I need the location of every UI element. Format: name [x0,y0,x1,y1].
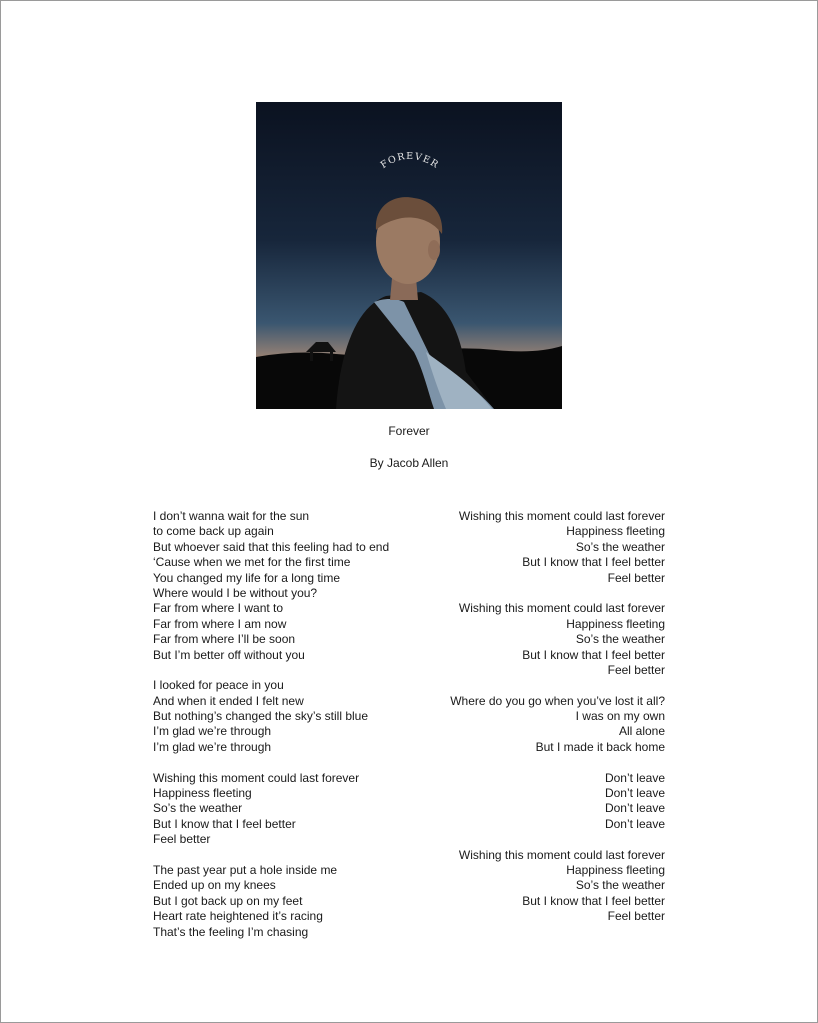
lyric-line: Far from where I am now [153,616,287,631]
lyric-line: But I made it back home [535,739,665,754]
lyric-line: I’m glad we’re through [153,724,272,739]
lyric-line: Feel better [607,570,665,585]
stanza [390,694,665,756]
cover-title-text: FOREVER [378,150,441,171]
lyric-line: Far from where I want to [153,601,284,616]
lyric-line: So’s the weather [575,878,665,893]
lyric-line: Happiness fleeting [153,786,252,801]
lyric-line: But I know that I feel better [153,816,296,831]
lyric-line: I don’t wanna wait for the sun [153,509,310,523]
lyric-line: But I know that I feel better [522,555,665,570]
lyric-line: So’s the weather [575,539,665,554]
stanza [390,509,665,586]
album-cover-image [256,102,562,409]
poem-byline: By Jacob Allen [369,456,449,470]
lyric-line: You changed my life for a long time [153,570,341,585]
lyrics-right-column [390,509,665,940]
lyric-line: But I’m better off without you [153,647,305,662]
cover-art [256,102,562,409]
lyric-line: Feel better [607,909,665,924]
lyric-line: So’s the weather [575,632,665,647]
lyric-line: Wishing this moment could last forever [458,847,665,862]
lyric-line: I looked for peace in you [153,678,284,693]
lyric-line: But whoever said that this feeling had to end [153,539,390,554]
lyric-line: Far from where I’ll be soon [153,632,296,647]
lyric-line: Heart rate heightened it’s racing [153,909,323,924]
stanza [390,848,665,925]
lyric-line: Happiness fleeting [566,862,665,877]
lyric-line: And when it ended I felt new [153,693,304,708]
lyric-line: Where do you go when you’ve lost it all? [450,693,665,708]
lyric-line: Don’t leave [604,816,665,831]
lyric-line: ‘Cause when we met for the first time [153,555,351,570]
lyric-line: Feel better [153,832,211,847]
lyric-line: Wishing this moment could last forever [153,770,360,785]
lyric-line: Don’t leave [604,786,665,801]
lyric-line: Happiness fleeting [566,616,665,631]
lyric-line: The past year put a hole inside me [153,862,338,877]
lyric-line: Happiness fleeting [566,524,665,539]
lyric-line: But nothing’s changed the sky’s still blue [153,709,369,724]
lyric-line: I’m glad we’re through [153,739,272,754]
lyric-line: Don’t leave [604,801,665,816]
lyric-line: I was on my own [575,709,665,724]
lyric-line: Wishing this moment could last forever [458,601,665,616]
lyric-line: Where would I be without you? [153,585,318,600]
lyric-line: Feel better [607,662,665,677]
lyric-line: But I got back up on my feet [153,893,303,908]
lyric-line: So’s the weather [153,801,243,816]
lyric-line: Ended up on my knees [153,878,276,893]
lyric-line: But I know that I feel better [522,647,665,662]
stanza [390,771,665,833]
stanza [390,601,665,678]
lyric-line: All alone [618,724,665,739]
lyric-line: Wishing this moment could last forever [458,509,665,523]
poem-title: Forever [388,424,430,438]
lyric-line: But I know that I feel better [522,893,665,908]
lyric-line: Don’t leave [604,770,665,785]
lyric-line: That’s the feeling I’m chasing [153,924,309,939]
lyric-line: to come back up again [153,524,274,539]
